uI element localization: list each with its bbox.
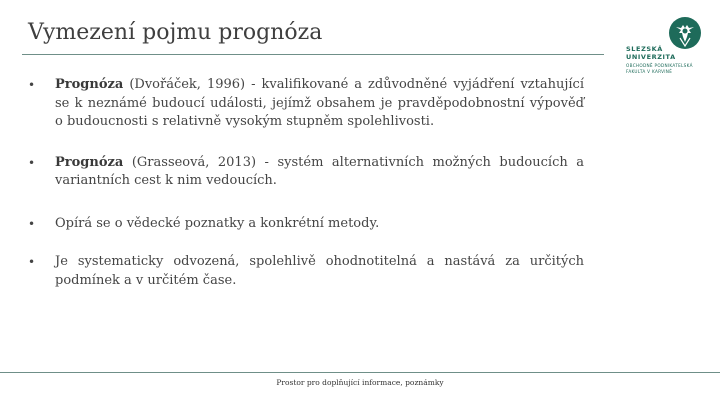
bullet-item — [28, 154, 584, 191]
bullet-term: Prognóza — [55, 77, 124, 92]
logo-faculty-line-2: FAKULTA V KARVINÉ — [626, 69, 673, 74]
logo-name — [626, 45, 676, 61]
bullet-text: (Grasseová, 2013) - systém alternativních možných budoucích a variantních cest k nim vedoucích. — [55, 154, 584, 188]
bullet-marker: • — [28, 216, 36, 231]
logo-faculty-line-1: OBCHODNĚ PODNIKATELSKÁ — [626, 63, 693, 68]
bullet-marker: • — [28, 78, 36, 92]
bullet-list — [28, 76, 584, 290]
footer-note: Prostor pro doplňující informace, poznámky — [276, 378, 444, 387]
logo-name-line-1: SLEZSKÁ — [626, 45, 663, 53]
slide-title: Vymezení pojmu prognóza — [28, 20, 323, 45]
title-divider — [22, 54, 604, 55]
logo-faculty — [626, 63, 693, 75]
bullet-marker: • — [28, 155, 36, 170]
bullet-text: Je systematicky odvozená, spolehlivě ohodnotitelná a nastává za určitých podmínek a v určitém čase. — [55, 254, 584, 288]
bullet-marker: • — [28, 255, 36, 269]
logo-name-line-2: UNIVERZITA — [626, 53, 676, 61]
university-logo — [624, 16, 704, 80]
bullet-item — [28, 76, 584, 132]
footer-divider — [0, 372, 720, 373]
bullet-text: Opírá se o vědecké poznatky a konkrétní metody. — [55, 215, 380, 231]
bullet-item — [28, 215, 584, 234]
bullet-item — [28, 253, 584, 290]
bullet-term: Prognóza — [55, 154, 124, 170]
bullet-text: (Dvořáček, 1996) - kvalifikované a zdůvodněné vyjádření vztahující se k neznámé budoucí události, jejímž obsahem je pravděpodobnostní výpověď o budoucnosti s relativně vysokým stupněm spolehlivosti. — [55, 77, 584, 129]
